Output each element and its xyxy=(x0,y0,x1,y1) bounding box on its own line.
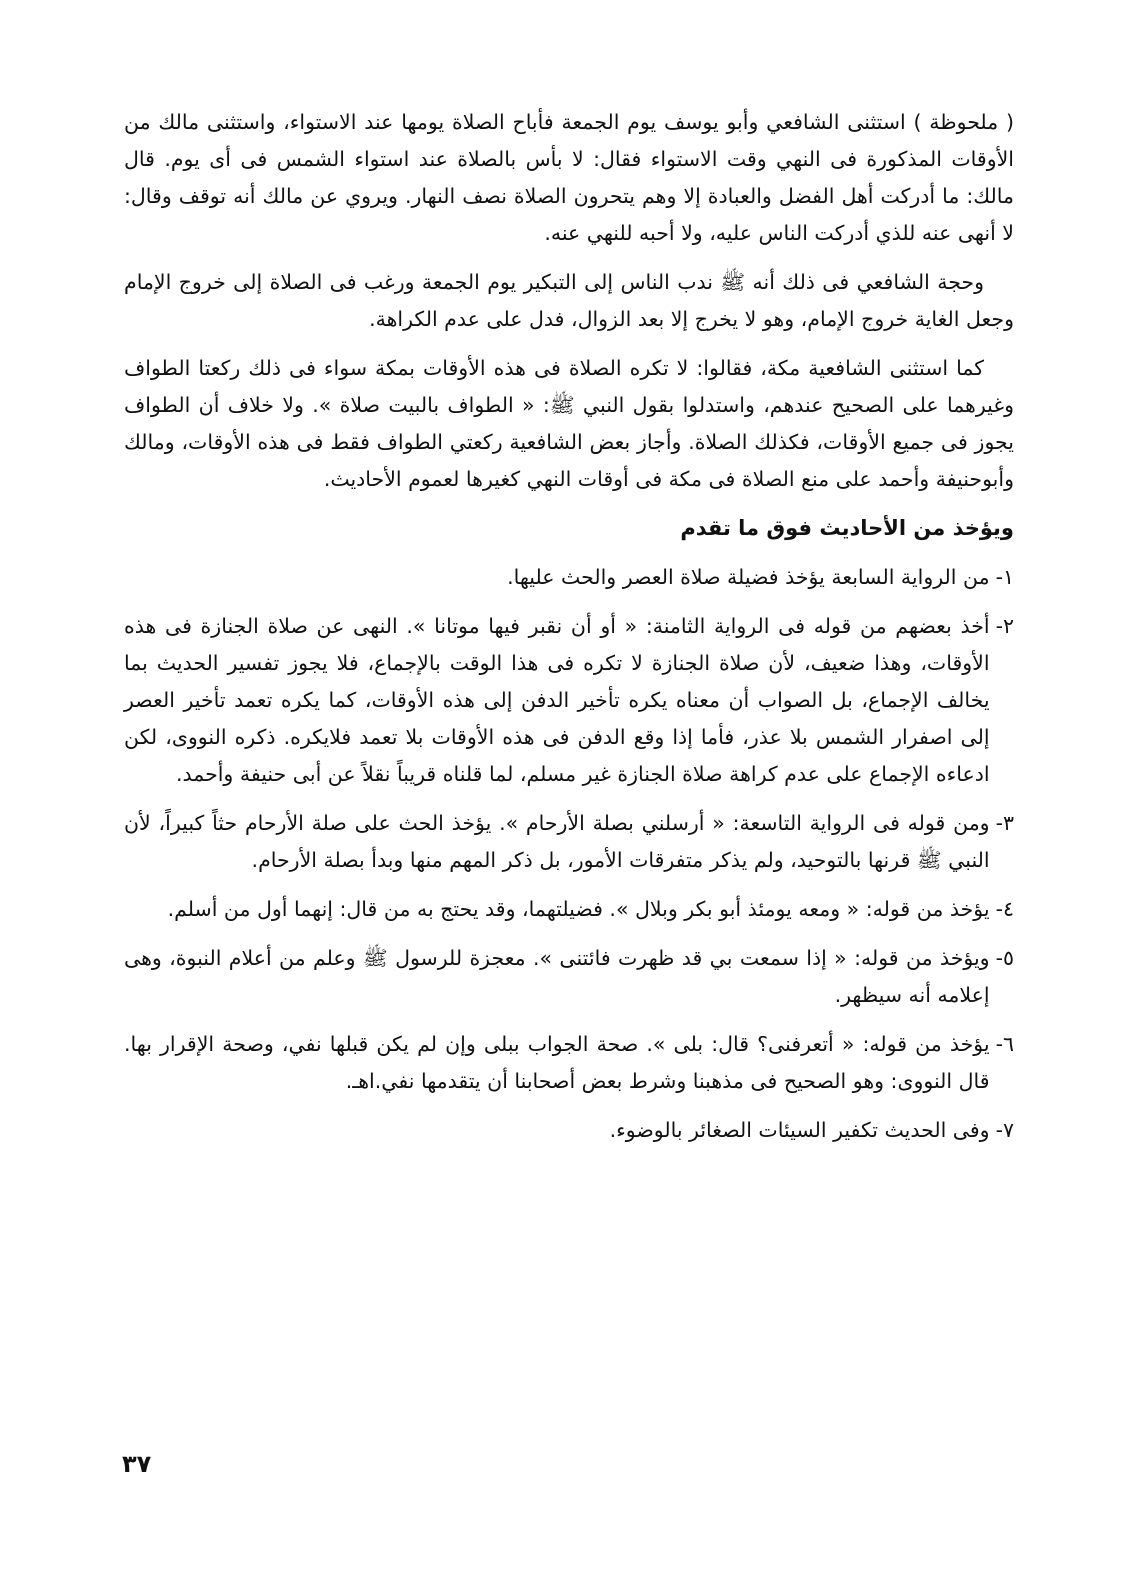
list-item-text: يؤخذ من قوله: « ومعه يومئذ أبو بكر وبلال ». فضيلتهما، وقد يحتج به من قال: إنهما أول من أسلم. xyxy=(167,897,990,921)
shafii-argument-paragraph: وحجة الشافعي فى ذلك أنه ﷺ ندب الناس إلى التبكير يوم الجمعة ورغب فى الصلاة إلى خروج الإمام وجعل الغاية خروج الإمام، وهو لا يخرج إلا بعد الزوال، فدل على عدم الكراهة. xyxy=(124,270,1014,331)
note-paragraph: ( ملحوظة ) استثنى الشافعي وأبو يوسف يوم الجمعة فأباح الصلاة يومها عند الاستواء، واستثنى مالك من الأوقات المذكورة فى النهي وقت الاستواء فقال: لا بأس بالصلاة عند استواء الشمس فى أى يوم. قال مالك: ما أدركت أهل الفضل والعبادة إلا وهم يتحرون الصلاة نصف النهار. ويروي عن مالك أنه توقف وقال: لا أنهى عنه للذي أدركت الناس عليه، ولا أحبه للنهي عنه. xyxy=(124,110,1014,245)
list-item-number: ٦- xyxy=(995,1032,1014,1056)
list-item-number: ٣- xyxy=(995,811,1014,835)
list-item xyxy=(124,1112,1014,1149)
list-item xyxy=(124,940,1014,1014)
list-item xyxy=(124,805,1014,879)
list-item xyxy=(124,559,1014,596)
list-item-number: ٤- xyxy=(995,897,1014,921)
list-item-number: ٧- xyxy=(995,1118,1014,1142)
list-item-number: ١- xyxy=(995,565,1014,589)
list-item-text: من الرواية السابعة يؤخذ فضيلة صلاة العصر والحث عليها. xyxy=(507,565,990,589)
list-item-number: ٢- xyxy=(995,614,1014,638)
list-item-text: يؤخذ من قوله: « أتعرفنى؟ قال: بلى ». صحة الجواب ببلى وإن لم يكن قبلها نفي، وصحة الإقرار بها. قال النووى: وهو الصحيح فى مذهبنا وشرط بعض أصحابنا أن يتقدمها نفي.اهـ. xyxy=(124,1032,990,1093)
page-number: ٣٧ xyxy=(122,1450,152,1478)
list-item xyxy=(124,608,1014,793)
list-item xyxy=(124,891,1014,928)
list-item xyxy=(124,1026,1014,1100)
document-body xyxy=(124,104,1014,1161)
list-item-number: ٥- xyxy=(995,946,1014,970)
list-item-text: أخذ بعضهم من قوله فى الرواية الثامنة: « أو أن نقبر فيها موتانا ». النهى عن صلاة الجنازة فى هذه الأوقات، وهذا ضعيف، لأن صلاة الجنازة لا تكره فى هذا الوقت بالإجماع، فلا يجوز تفسير الحديث بما يخالف الإجماع، بل الصواب أن معناه يكره تأخير الدفن إلى هذه الأوقات، كما يكره تعمد تأخير العصر إلى اصفرار الشمس بلا عذر، فأما إذا وقع الدفن فى هذه الأوقات بلا تعمد فلايكره. ذكره النووى، لكن ادعاءه الإجماع على عدم كراهة صلاة الجنازة غير مسلم، لما قلناه قريباً نقلاً عن أبى حنيفة وأحمد. xyxy=(124,614,990,786)
list-item-text: ويؤخذ من قوله: « إذا سمعت بي قد ظهرت فائتنى ». معجزة للرسول ﷺ وعلم من أعلام النبوة، وهى إعلامه أنه سيظهر. xyxy=(124,946,990,1007)
list-item-text: وفى الحديث تكفير السيئات الصغائر بالوضوء. xyxy=(609,1118,990,1142)
list-item-text: ومن قوله فى الرواية التاسعة: « أرسلني بصلة الأرحام ». يؤخذ الحث على صلة الأرحام حثاً كبيراً، لأن النبي ﷺ قرنها بالتوحيد، ولم يذكر متفرقات الأمور، بل ذكر المهم منها وبدأ بصلة الأرحام. xyxy=(124,811,990,872)
mecca-exception-paragraph: كما استثنى الشافعية مكة، فقالوا: لا تكره الصلاة فى هذه الأوقات بمكة سواء فى ذلك ركعتا الطواف وغيرهما على الصحيح عندهم، واستدلوا بقول النبي ﷺ: « الطواف بالبيت صلاة ». ولا خلاف أن الطواف يجوز فى جميع الأوقات، فكذلك الصلاة. وأجاز بعض الشافعية ركعتي الطواف فقط فى هذه الأوقات، ومالك وأبوحنيفة وأحمد على منع الصلاة فى مكة فى أوقات النهي كغيرها لعموم الأحاديث. xyxy=(124,356,1014,491)
section-heading: ويؤخذ من الأحاديث فوق ما تقدم xyxy=(680,516,1014,540)
